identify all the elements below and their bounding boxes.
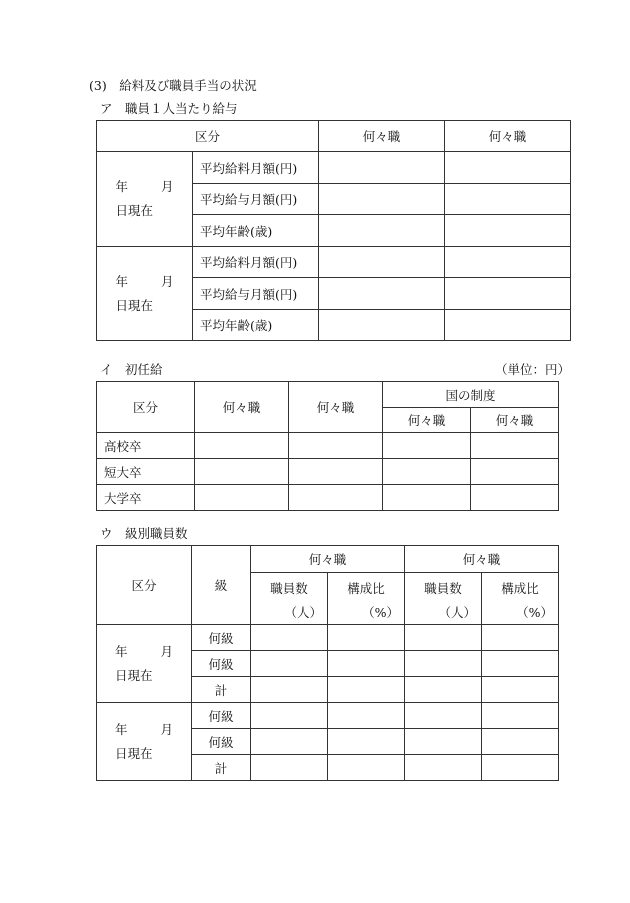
header-national-col1: 何々職 <box>383 408 471 433</box>
unit-percent: （%） <box>516 605 554 620</box>
header-grade: 級 <box>192 546 251 625</box>
value-cell <box>383 433 471 459</box>
header-col2: 何々職 <box>289 382 383 433</box>
value-cell <box>405 755 482 781</box>
section-title: (3) 給料及び職員手当の状況 <box>89 78 257 93</box>
value-cell <box>383 459 471 485</box>
year-label: 年 <box>115 721 128 737</box>
value-cell <box>319 247 445 278</box>
value-cell <box>195 485 289 511</box>
row-label: 平均年齢(歳) <box>193 310 319 341</box>
value-cell <box>445 184 571 215</box>
value-cell <box>251 651 328 677</box>
value-cell <box>289 433 383 459</box>
value-cell <box>445 310 571 341</box>
header-col2: 何々職 <box>445 121 571 152</box>
value-cell <box>251 755 328 781</box>
value-cell <box>319 278 445 310</box>
month-label: 月 <box>160 179 174 194</box>
header-group2: 何々職 <box>405 546 559 573</box>
date-suffix: 日現在 <box>115 745 153 761</box>
value-cell <box>482 625 559 651</box>
value-cell <box>445 278 571 310</box>
value-cell <box>445 215 571 247</box>
value-cell <box>383 485 471 511</box>
header-national-system: 国の制度 <box>383 382 559 408</box>
header-col1: 何々職 <box>195 382 289 433</box>
header-kubun: 区分 <box>97 546 192 625</box>
date-cell <box>97 152 193 247</box>
value-cell <box>319 215 445 247</box>
value-cell <box>482 677 559 703</box>
row-label: 高校卒 <box>97 433 195 459</box>
total-label: 計 <box>192 755 251 781</box>
heading-salary-per-employee: ア 職員１人当たり給与 <box>100 101 238 116</box>
unit-people: （人） <box>284 605 322 620</box>
value-cell <box>328 729 405 755</box>
year-label: 年 <box>115 643 128 659</box>
unit-percent: （%） <box>362 605 400 620</box>
grade-label: 何級 <box>192 703 251 729</box>
value-cell <box>328 651 405 677</box>
row-label: 平均給与月額(円) <box>193 278 319 310</box>
value-cell <box>319 310 445 341</box>
starting-salary-table <box>96 381 559 511</box>
value-cell <box>445 152 571 184</box>
value-cell <box>289 459 383 485</box>
month-label: 月 <box>160 273 174 289</box>
grade-label: 何級 <box>192 729 251 755</box>
value-cell <box>471 485 559 511</box>
value-cell <box>319 152 445 184</box>
heading-starting-salary: イ 初任給 <box>100 362 163 377</box>
header-col1: 何々職 <box>319 121 445 152</box>
total-label: 計 <box>192 677 251 703</box>
row-label: 平均給料月額(円) <box>193 152 319 184</box>
grade-table <box>96 545 559 781</box>
row-label: 平均給与月額(円) <box>193 184 319 215</box>
year-label: 年 <box>115 179 129 194</box>
month-label: 月 <box>160 643 173 659</box>
date-cell <box>97 625 192 703</box>
row-label: 平均年齢(歳) <box>193 215 319 247</box>
value-cell <box>405 729 482 755</box>
date-cell <box>97 703 192 781</box>
grade-label: 何級 <box>192 625 251 651</box>
month-label: 月 <box>160 721 173 737</box>
value-cell <box>482 651 559 677</box>
row-label: 短大卒 <box>97 459 195 485</box>
header-national-col2: 何々職 <box>471 408 559 433</box>
value-cell <box>405 703 482 729</box>
value-cell <box>328 703 405 729</box>
unit-people: （人） <box>438 605 477 620</box>
value-cell <box>482 703 559 729</box>
value-cell <box>251 625 328 651</box>
value-cell <box>328 625 405 651</box>
header-ratio: 構成比 （%） <box>328 573 405 625</box>
salary-table <box>96 120 571 341</box>
header-staff-count: 職員数 （人） <box>251 573 328 625</box>
value-cell <box>195 459 289 485</box>
value-cell <box>328 755 405 781</box>
heading-employees-by-grade: ウ 級別職員数 <box>100 526 188 541</box>
value-cell <box>328 677 405 703</box>
header-staff-count: 職員数 （人） <box>405 573 482 625</box>
row-label: 平均給料月額(円) <box>193 247 319 278</box>
grade-label: 何級 <box>192 651 251 677</box>
unit-label: （単位：円） <box>494 362 570 377</box>
date-suffix: 日現在 <box>115 297 154 313</box>
value-cell <box>289 485 383 511</box>
value-cell <box>482 729 559 755</box>
value-cell <box>471 459 559 485</box>
date-cell <box>97 247 193 341</box>
value-cell <box>251 703 328 729</box>
row-label: 大学卒 <box>97 485 195 511</box>
header-kubun: 区分 <box>97 382 195 433</box>
value-cell <box>251 729 328 755</box>
value-cell <box>471 433 559 459</box>
value-cell <box>482 755 559 781</box>
header-group1: 何々職 <box>251 546 405 573</box>
value-cell <box>319 184 445 215</box>
value-cell <box>251 677 328 703</box>
value-cell <box>445 247 571 278</box>
header-kubun: 区分 <box>97 121 319 152</box>
value-cell <box>405 625 482 651</box>
value-cell <box>195 433 289 459</box>
year-label: 年 <box>115 273 129 289</box>
date-suffix: 日現在 <box>115 667 153 683</box>
header-ratio: 構成比 （%） <box>482 573 559 625</box>
value-cell <box>405 677 482 703</box>
value-cell <box>405 651 482 677</box>
date-suffix: 日現在 <box>115 203 154 218</box>
